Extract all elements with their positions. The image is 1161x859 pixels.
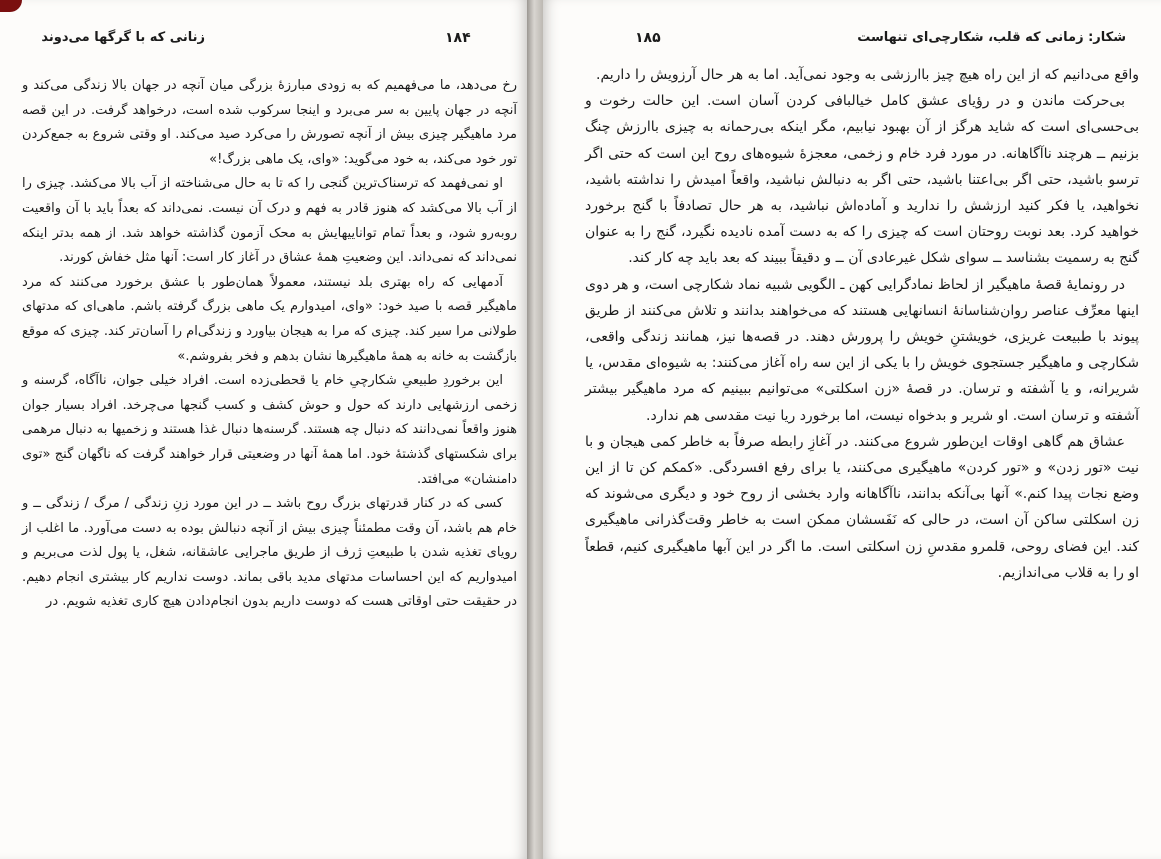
right-paragraph-1: واقع می‌دانیم که از این راه هیچ چیز باارزشی به وجود نمی‌آید. اما به هر حال آرزویش را داریم. [596,67,1139,83]
left-paragraph-4: این برخوردِ طبیعیِ شکارچیِ خام یا قحطی‌زده است. افراد خیلی جوان، ناآگاه، گرسنه و زخمی ارزشهایی دارند که حول و حوش کشف و کسب گنجها می‌چرخد. افراد بسیار جوان هنوز واقعاً نمی‌دانند که دنبال چه هستند. گرسنه‌ها دنبال غذا هستند و زخمیها به دنبال مرهمی برای شکستهای گذشتهٔ خود. اما همهٔ آنها در وضعیتی قرار خواهند گرفت که ناگهان گنج «توی دامنشان» می‌افتد. [22,373,517,487]
right-paragraph-3: در رونمایهٔ قصهٔ ماهیگیر از لحاظ نمادگرایی کهن ـ الگویی شبیه نماد شکارچی است، و هر دوی اینها معرِّف عناصر روان‌شناسانهٔ انسانهایی هستند که می‌خواهند بدانند و تلاش می‌کنند از طریق پیوند با طبیعت غریزی، خویشتنِ خویش را پرورش دهند. در قصه‌ها نیز، همانند زندگی واقعی، شکارچی و ماهیگیر جستجوی خویش را با یکی از این سه راه آغاز می‌کنند: به شیوه‌ای مقدس، یا شریرانه، و یا آشفته و ترسان. در قصهٔ «زن اسکلتی» می‌توانیم ببینیم که مرد ماهیگیر بیشتر آشفته و ترسان است. او شریر و بدخواه نیست، اما برخورد ریا نیت مقدسی هم ندارد. [585,276,1139,424]
right-paragraph-4: عشاق هم گاهی اوقات این‌طور شروع می‌کنند. در آغازِ رابطه صرفاً به خاطر کمی هیجان و با نیت «تور زدن» و «تور کردن» ماهیگیری می‌کنند، یا برای رفع افسردگی. «کمکم کن تا از این وضع نجات پیدا کنم.» آنها بی‌آنکه بدانند، ناآگاهانه وارد بخشی از روح خود و دیگری می‌شوند که زن اسکلتی ساکن آن است، در حالی که نَفَسشان ممکن است به خاطر وقت‌گذرانی ماهیگیری کند. این فضای روحی، قلمرو مقدسِ زن اسکلتی است. ما اگر در این آبها ماهیگیری کنیم، قطعاً او را به قلاب می‌اندازیم. [585,433,1139,581]
left-paragraph-2: او نمی‌فهمد که ترسناک‌ترین گنجی را که تا به حال می‌شناخته از آب بالا می‌کشد. چیزی را از آب بالا می‌کشد که هنوز قادر به فهم و درک آن نیست. نمی‌داند که بعداً باید با آن واقعیت روبه‌رو شود، و بعداً تمام تواناییهایش به محک آزمون گذاشته خواهد شد. از همه بدتر اینکه نمی‌داند که نمی‌داند. این وضعیتِ همهٔ عشاق در آغاز کار است: آنها مثل خفاش کورند. [22,176,517,266]
left-page-number: ۱۸۴ [445,30,471,46]
right-running-head: شکار: زمانی که قلب، شکارچی‌ای تنهاست [857,30,1126,45]
right-paragraph-2: بی‌حرکت ماندن و در رؤیای عشق کامل خیالبافی کردن آسان است. این حالت رخوت و بی‌حسی‌ای است که شاید هرگز از آن بهبود نیابیم، مگر اینکه بی‌رحمانه به چیزی باارزش چنگ بزنیم ــ هرچند ناآگاهانه. در مورد فرد خام و زخمی، معجزهٔ شیوه‌های روح این است که حتی اگر ترسو باشید، حتی اگر بی‌اعتنا باشید، حتی اگر به دنبالش نباشید، واقعاً امیدش را نداشته باشید، نخواهید، یا فکر کنید ارزشش را ندارید و آماده‌اش نباشید، به هر حال تصادفاً با گنج برخورد خواهید کرد. بعد نوبت روحتان است که چیزی را که به دست آمده نادیده نگیرد، گنج را به عنوان گنج به رسمیت بشناسد ــ سوای شکل غیرعادی آن ــ و دقیقاً ببیند که بعد باید چه کار کند. [585,93,1139,267]
left-body-text [22,74,517,615]
left-paragraph-3: آدمهایی که راه بهتری بلد نیستند، معمولاً همان‌طور با عشق برخورد می‌کنند که مرد ماهیگیر قصه با صید خود: «وای، امیدوارم یک ماهی بزرگ گرفته باشم. ماهی‌ای که مدتهای طولانی مرا سیر کند. چیزی که مرا به هیجان بیاورد و زندگی‌ام را آسان‌تر کند. چیزی که موقع بازگشت به خانه به همهٔ ماهیگیرها نشان بدهم و فخر بفروشم.» [22,274,517,364]
left-running-head: زنانی که با گرگها می‌دوند [41,30,205,45]
right-page-number: ۱۸۵ [635,30,661,46]
corner-marker [0,0,22,12]
right-page [543,0,1161,859]
left-paragraph-5: کسی که در کنار قدرتهای بزرگ روح باشد ــ در این مورد زنِ زندگی / مرگ / زندگی ــ و خام هم باشد، آن وقت مطمئناً چیزی بیش از آنچه دنبالش بوده به دست می‌آورد. ما اغلب از رویای تغذیه شدن با طبیعتِ ژرف از طریق ماجرایی عاشقانه، شغل، یا پول لذت می‌بریم و امیدواریم که این احساسات مدتهای مدید باقی بماند. دوست نداریم کار بیشتری انجام دهیم. در حقیقت حتی اوقاتی هست که دوست داریم بدون انجام‌دادن هیچ کاری تغذیه شویم. در [22,496,517,610]
left-page [0,0,527,859]
left-paragraph-1: رخ می‌دهد، ما می‌فهمیم که به زودی مبارزهٔ بزرگی میان آنچه در جهان بالا زندگی می‌کند و آنچه در جهان پایین به سر می‌برد و اینجا سرکوب شده است، درخواهد گرفت. در این قصه مرد ماهیگیر چیزی بیش از آنچه تصورش را می‌کرد صید می‌کند. او وقتی شروع به جمع‌کردن تور خود می‌کند، به خود می‌گوید: «وای، یک ماهی بزرگ!» [22,78,517,167]
right-body-text [585,62,1139,586]
book-gutter [527,0,543,859]
